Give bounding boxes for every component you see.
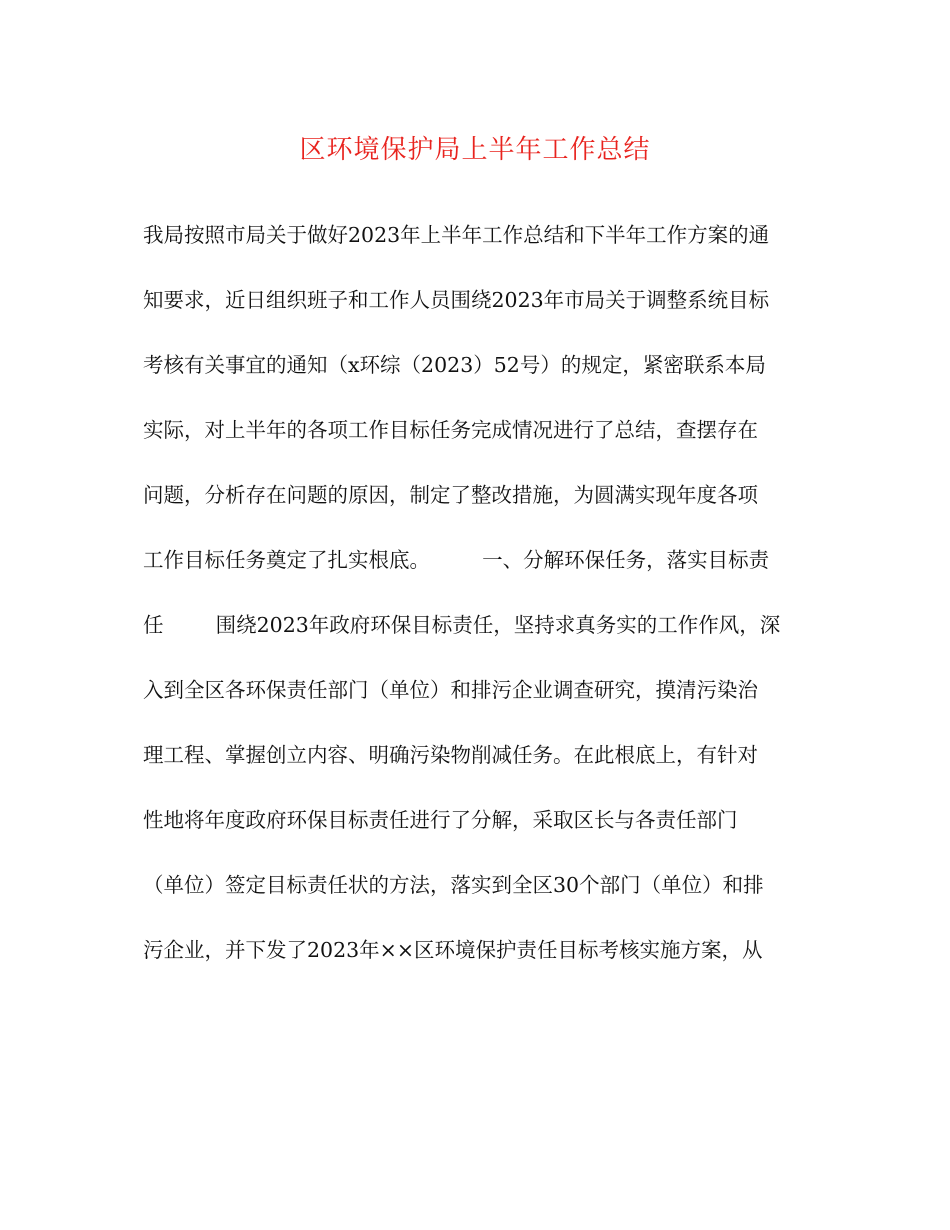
body-line-9: 理工程、掌握创立内容、明确污染物削减任务。在此根底上，有针对: [143, 743, 758, 767]
body-line-12: 污企业，并下发了2023年××区环境保护责任目标考核实施方案，从: [143, 938, 763, 962]
body-line-6: 工作目标任务奠定了扎实根底。 一、分解环保任务，落实目标责: [143, 548, 770, 572]
body-line-10: 性地将年度政府环保目标责任进行了分解，采取区长与各责任部门: [143, 808, 738, 832]
body-line-2: 知要求，近日组织班子和工作人员围绕2023年市局关于调整系统目标: [143, 288, 770, 312]
body-line-11: （单位）签定目标责任状的方法，落实到全区30个部门（单位）和排: [143, 873, 764, 897]
body-line-4: 实际，对上半年的各项工作目标任务完成情况进行了总结，查摆存在: [143, 418, 758, 442]
body-line-3: 考核有关事宜的通知（x环综（2023）52号）的规定，紧密联系本局: [143, 353, 766, 377]
body-line-7: 任 围绕2023年政府环保目标责任，坚持求真务实的工作作风，深: [143, 613, 781, 637]
body-line-8: 入到全区各环保责任部门（单位）和排污企业调查研究，摸清污染治: [143, 678, 758, 702]
document-title: 区环境保护局上半年工作总结: [299, 135, 651, 165]
body-line-1: 我局按照市局关于做好2023年上半年工作总结和下半年工作方案的通: [143, 223, 770, 247]
body-line-5: 问题，分析存在问题的原因，制定了整改措施，为圆满实现年度各项: [143, 483, 758, 507]
